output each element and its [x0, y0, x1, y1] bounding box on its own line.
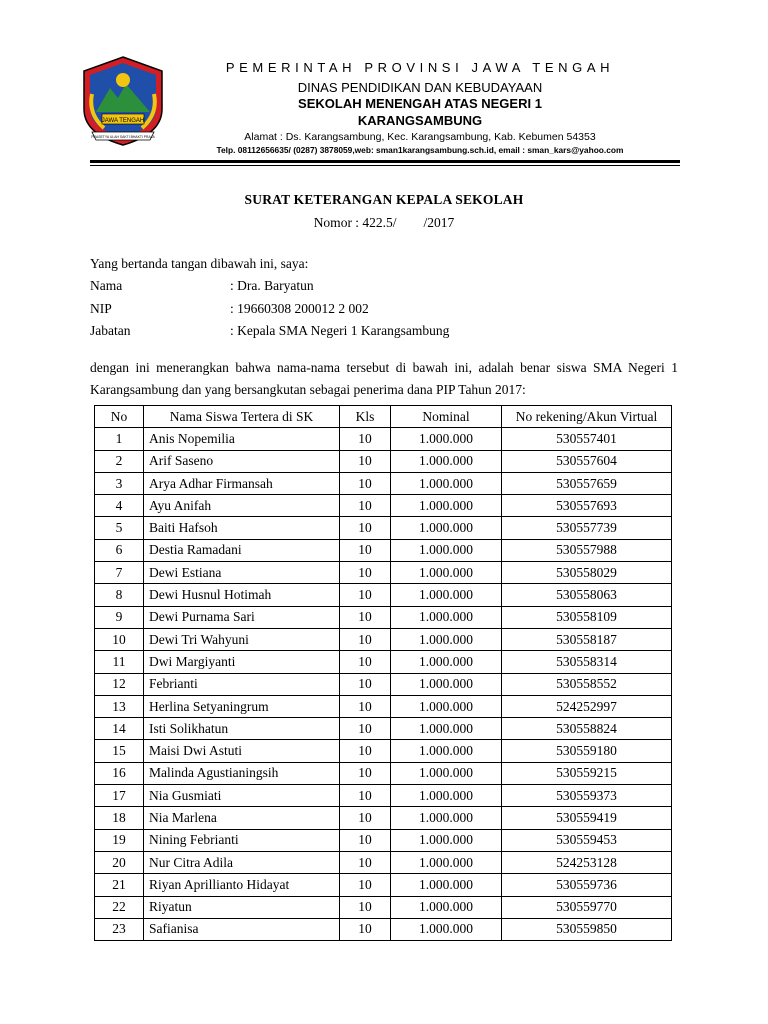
- table-row: [95, 584, 672, 606]
- table-row: [95, 628, 672, 650]
- row-nominal: 1.000.000: [391, 807, 502, 829]
- signer-name-value: : Dra. Baryatun: [230, 278, 314, 293]
- row-no: 18: [95, 807, 144, 829]
- row-no: 11: [95, 651, 144, 673]
- row-no: 2: [95, 450, 144, 472]
- row-account: 530559736: [502, 874, 672, 896]
- row-nominal: 1.000.000: [391, 584, 502, 606]
- table-row: [95, 896, 672, 918]
- row-name: Isti Solikhatun: [144, 718, 340, 740]
- letterhead-address: Alamat : Ds. Karangsambung, Kec. Karangsambung, Kab. Kebumen 54353: [244, 131, 596, 143]
- table-row: [95, 606, 672, 628]
- row-no: 5: [95, 517, 144, 539]
- signer-position-label: Jabatan: [90, 323, 131, 338]
- emblem-label: JAWA TENGAH: [101, 118, 145, 124]
- row-class: 10: [340, 762, 391, 784]
- table-row: [95, 807, 672, 829]
- row-class: 10: [340, 450, 391, 472]
- row-nominal: 1.000.000: [391, 695, 502, 717]
- row-class: 10: [340, 874, 391, 896]
- row-account: 530558824: [502, 718, 672, 740]
- row-class: 10: [340, 517, 391, 539]
- header-class: Kls: [340, 406, 391, 428]
- row-name: Riyan Aprillianto Hidayat: [144, 874, 340, 896]
- table-row: [95, 539, 672, 561]
- row-nominal: 1.000.000: [391, 918, 502, 940]
- row-class: 10: [340, 918, 391, 940]
- row-account: 524253128: [502, 851, 672, 873]
- row-name: Dewi Tri Wahyuni: [144, 628, 340, 650]
- row-class: 10: [340, 495, 391, 517]
- recipient-table: [94, 405, 672, 941]
- row-nominal: 1.000.000: [391, 517, 502, 539]
- row-class: 10: [340, 628, 391, 650]
- row-class: 10: [340, 584, 391, 606]
- row-account: 530559850: [502, 918, 672, 940]
- letterhead-town: KARANGSAMBUNG: [357, 113, 483, 128]
- row-no: 21: [95, 874, 144, 896]
- row-account: 530557604: [502, 450, 672, 472]
- table-row: [95, 517, 672, 539]
- row-name: Maisi Dwi Astuti: [144, 740, 340, 762]
- row-account: 530558314: [502, 651, 672, 673]
- intro-text: Yang bertanda tangan dibawah ini, saya:: [90, 256, 309, 271]
- table-header-row: [95, 406, 672, 428]
- row-name: Dewi Purnama Sari: [144, 606, 340, 628]
- table-row: [95, 785, 672, 807]
- row-name: Destia Ramadani: [144, 539, 340, 561]
- row-nominal: 1.000.000: [391, 495, 502, 517]
- row-name: Riyatun: [144, 896, 340, 918]
- row-name: Nia Marlena: [144, 807, 340, 829]
- row-account: 530559180: [502, 740, 672, 762]
- table-row: [95, 651, 672, 673]
- letterhead-rule-thin: [90, 165, 680, 166]
- table-row: [95, 673, 672, 695]
- table-row: [95, 428, 672, 450]
- row-no: 9: [95, 606, 144, 628]
- table-row: [95, 829, 672, 851]
- row-account: 530558029: [502, 562, 672, 584]
- row-class: 10: [340, 718, 391, 740]
- row-nominal: 1.000.000: [391, 718, 502, 740]
- row-no: 16: [95, 762, 144, 784]
- row-no: 6: [95, 539, 144, 561]
- row-account: 530557693: [502, 495, 672, 517]
- emblem-motto: PRASETYA ULAH SAKTI BHAKTI PRAJA: [91, 135, 155, 139]
- table-body: [95, 428, 672, 941]
- header-account: No rekening/Akun Virtual: [502, 406, 672, 428]
- table-row: [95, 495, 672, 517]
- signer-nip-value: : 19660308 200012 2 002: [230, 301, 369, 316]
- table-row: [95, 874, 672, 896]
- row-class: 10: [340, 539, 391, 561]
- signer-name-label: Nama: [90, 278, 123, 293]
- row-name: Dewi Husnul Hotimah: [144, 584, 340, 606]
- signer-nip-label: NIP: [90, 301, 112, 316]
- row-class: 10: [340, 740, 391, 762]
- row-name: Safianisa: [144, 918, 340, 940]
- table-row: [95, 562, 672, 584]
- province-emblem-icon: [78, 54, 168, 148]
- letterhead-school: SEKOLAH MENENGAH ATAS NEGERI 1: [298, 96, 542, 111]
- row-account: 530559373: [502, 785, 672, 807]
- row-nominal: 1.000.000: [391, 740, 502, 762]
- row-name: Malinda Agustianingsih: [144, 762, 340, 784]
- row-account: 530557988: [502, 539, 672, 561]
- row-no: 12: [95, 673, 144, 695]
- row-no: 1: [95, 428, 144, 450]
- signer-position-value: : Kepala SMA Negeri 1 Karangsambung: [230, 323, 450, 338]
- row-no: 4: [95, 495, 144, 517]
- row-class: 10: [340, 428, 391, 450]
- row-no: 3: [95, 472, 144, 494]
- row-account: 530558063: [502, 584, 672, 606]
- row-name: Nining Febrianti: [144, 829, 340, 851]
- table-row: [95, 450, 672, 472]
- row-nominal: 1.000.000: [391, 450, 502, 472]
- row-nominal: 1.000.000: [391, 762, 502, 784]
- row-name: Arya Adhar Firmansah: [144, 472, 340, 494]
- row-account: 530559770: [502, 896, 672, 918]
- table-row: [95, 918, 672, 940]
- row-name: Febrianti: [144, 673, 340, 695]
- row-no: 19: [95, 829, 144, 851]
- row-class: 10: [340, 829, 391, 851]
- row-name: Dewi Estiana: [144, 562, 340, 584]
- letterhead-department: DINAS PENDIDIKAN DAN KEBUDAYAAN: [297, 80, 543, 95]
- row-nominal: 1.000.000: [391, 785, 502, 807]
- letter-number: Nomor : 422.5/ /2017: [313, 215, 455, 230]
- row-name: Dwi Margiyanti: [144, 651, 340, 673]
- row-no: 20: [95, 851, 144, 873]
- row-no: 17: [95, 785, 144, 807]
- row-name: Nur Citra Adila: [144, 851, 340, 873]
- row-class: 10: [340, 606, 391, 628]
- table-row: [95, 851, 672, 873]
- table-row: [95, 472, 672, 494]
- row-nominal: 1.000.000: [391, 874, 502, 896]
- row-name: Ayu Anifah: [144, 495, 340, 517]
- row-no: 8: [95, 584, 144, 606]
- row-nominal: 1.000.000: [391, 472, 502, 494]
- table-row: [95, 740, 672, 762]
- row-nominal: 1.000.000: [391, 896, 502, 918]
- row-no: 23: [95, 918, 144, 940]
- row-name: Herlina Setyaningrum: [144, 695, 340, 717]
- row-account: 530558109: [502, 606, 672, 628]
- row-no: 22: [95, 896, 144, 918]
- row-nominal: 1.000.000: [391, 606, 502, 628]
- row-name: Anis Nopemilia: [144, 428, 340, 450]
- row-class: 10: [340, 695, 391, 717]
- row-account: 530559419: [502, 807, 672, 829]
- row-class: 10: [340, 472, 391, 494]
- row-no: 7: [95, 562, 144, 584]
- letterhead-contact: Telp. 08112656635/ (0287) 3878059,web: sman1karangsambung.sch.id, email : sman_kars@yahoo.com: [216, 145, 624, 155]
- header-name: Nama Siswa Tertera di SK: [144, 406, 340, 428]
- row-no: 10: [95, 628, 144, 650]
- row-class: 10: [340, 785, 391, 807]
- row-account: 530557401: [502, 428, 672, 450]
- letterhead-government: PEMERINTAH PROVINSI JAWA TENGAH: [225, 60, 615, 75]
- row-no: 13: [95, 695, 144, 717]
- header-no: No: [95, 406, 144, 428]
- row-nominal: 1.000.000: [391, 829, 502, 851]
- row-account: 530557659: [502, 472, 672, 494]
- row-nominal: 1.000.000: [391, 428, 502, 450]
- row-class: 10: [340, 807, 391, 829]
- row-account: 530557739: [502, 517, 672, 539]
- row-account: 530559215: [502, 762, 672, 784]
- row-no: 14: [95, 718, 144, 740]
- row-name: Arif Saseno: [144, 450, 340, 472]
- table-row: [95, 762, 672, 784]
- row-nominal: 1.000.000: [391, 851, 502, 873]
- row-class: 10: [340, 851, 391, 873]
- row-nominal: 1.000.000: [391, 673, 502, 695]
- letterhead-rule-thick: [90, 160, 680, 163]
- row-no: 15: [95, 740, 144, 762]
- row-account: 530558187: [502, 628, 672, 650]
- row-class: 10: [340, 651, 391, 673]
- table-row: [95, 695, 672, 717]
- row-name: Baiti Hafsoh: [144, 517, 340, 539]
- letter-title: SURAT KETERANGAN KEPALA SEKOLAH: [244, 192, 524, 207]
- row-class: 10: [340, 562, 391, 584]
- row-nominal: 1.000.000: [391, 562, 502, 584]
- header-nominal: Nominal: [391, 406, 502, 428]
- row-nominal: 1.000.000: [391, 651, 502, 673]
- statement-paragraph: dengan ini menerangkan bahwa nama-nama tersebut di bawah ini, adalah benar siswa SMA Negeri 1 Karangsambung dan yang bersangkutan sebagai penerima dana PIP Tahun 2017:: [90, 360, 678, 397]
- row-nominal: 1.000.000: [391, 628, 502, 650]
- table-row: [95, 718, 672, 740]
- row-account: 530559453: [502, 829, 672, 851]
- row-account: 530558552: [502, 673, 672, 695]
- row-name: Nia Gusmiati: [144, 785, 340, 807]
- row-class: 10: [340, 673, 391, 695]
- row-account: 524252997: [502, 695, 672, 717]
- row-nominal: 1.000.000: [391, 539, 502, 561]
- row-class: 10: [340, 896, 391, 918]
